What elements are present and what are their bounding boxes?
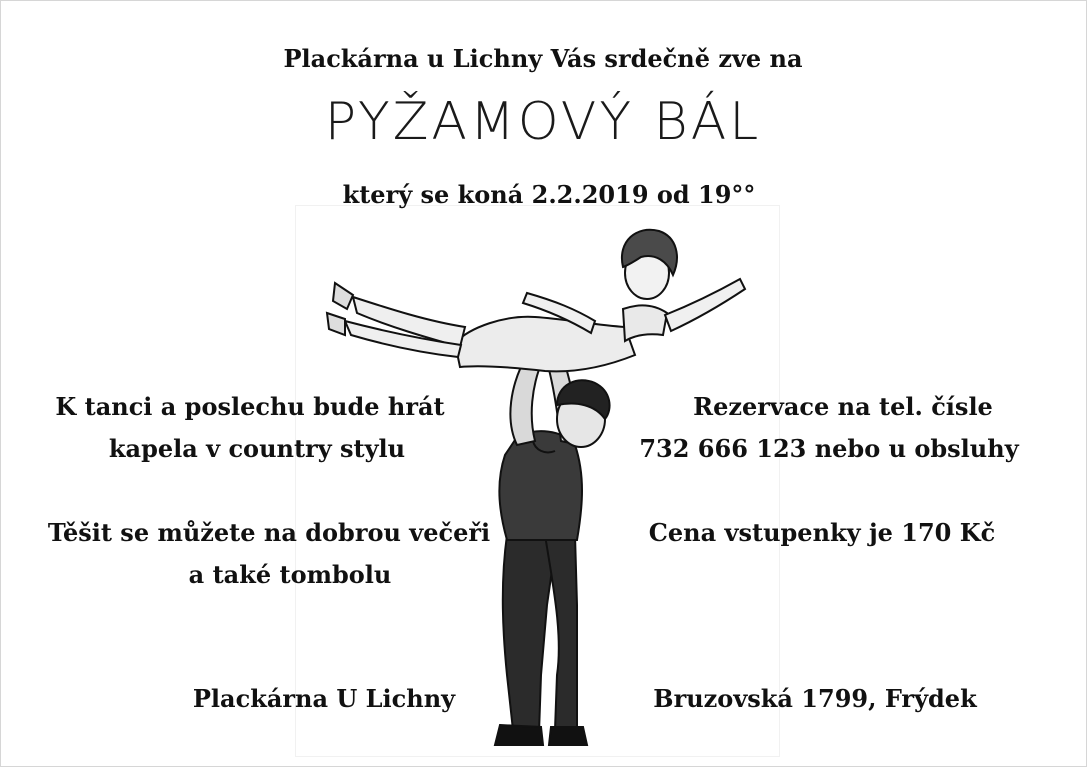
reservation-phone-line: 732 666 123 nebo u obsluhy [639, 434, 1019, 463]
invitation-header: Plackárna u Lichny Vás srdečně zve na [283, 44, 803, 73]
event-date-line: který se koná 2.2.2019 od 19°° [342, 180, 756, 209]
reservation-line-1: Rezervace na tel. čísle [693, 392, 993, 421]
woman-legs [327, 283, 465, 357]
dinner-line-1: Těšit se můžete na dobrou večeři [47, 518, 491, 547]
music-line-2: kapela v country stylu [108, 434, 406, 463]
man-torso [499, 431, 582, 540]
ticket-price: Cena vstupenky je 170 Kč [648, 518, 996, 547]
venue-name: Plackárna U Lichny [192, 684, 456, 713]
music-line-1: K tanci a poslechu bude hrát [55, 392, 445, 421]
man-legs [495, 535, 587, 745]
event-title: PYŽAMOVÝ BÁL [324, 92, 762, 152]
venue-address: Bruzovská 1799, Frýdek [653, 684, 977, 713]
dinner-line-2: a také tombolu [188, 560, 392, 589]
dancing-couple-lift-icon [295, 205, 780, 757]
woman-head [622, 230, 677, 299]
man-head [557, 380, 610, 447]
